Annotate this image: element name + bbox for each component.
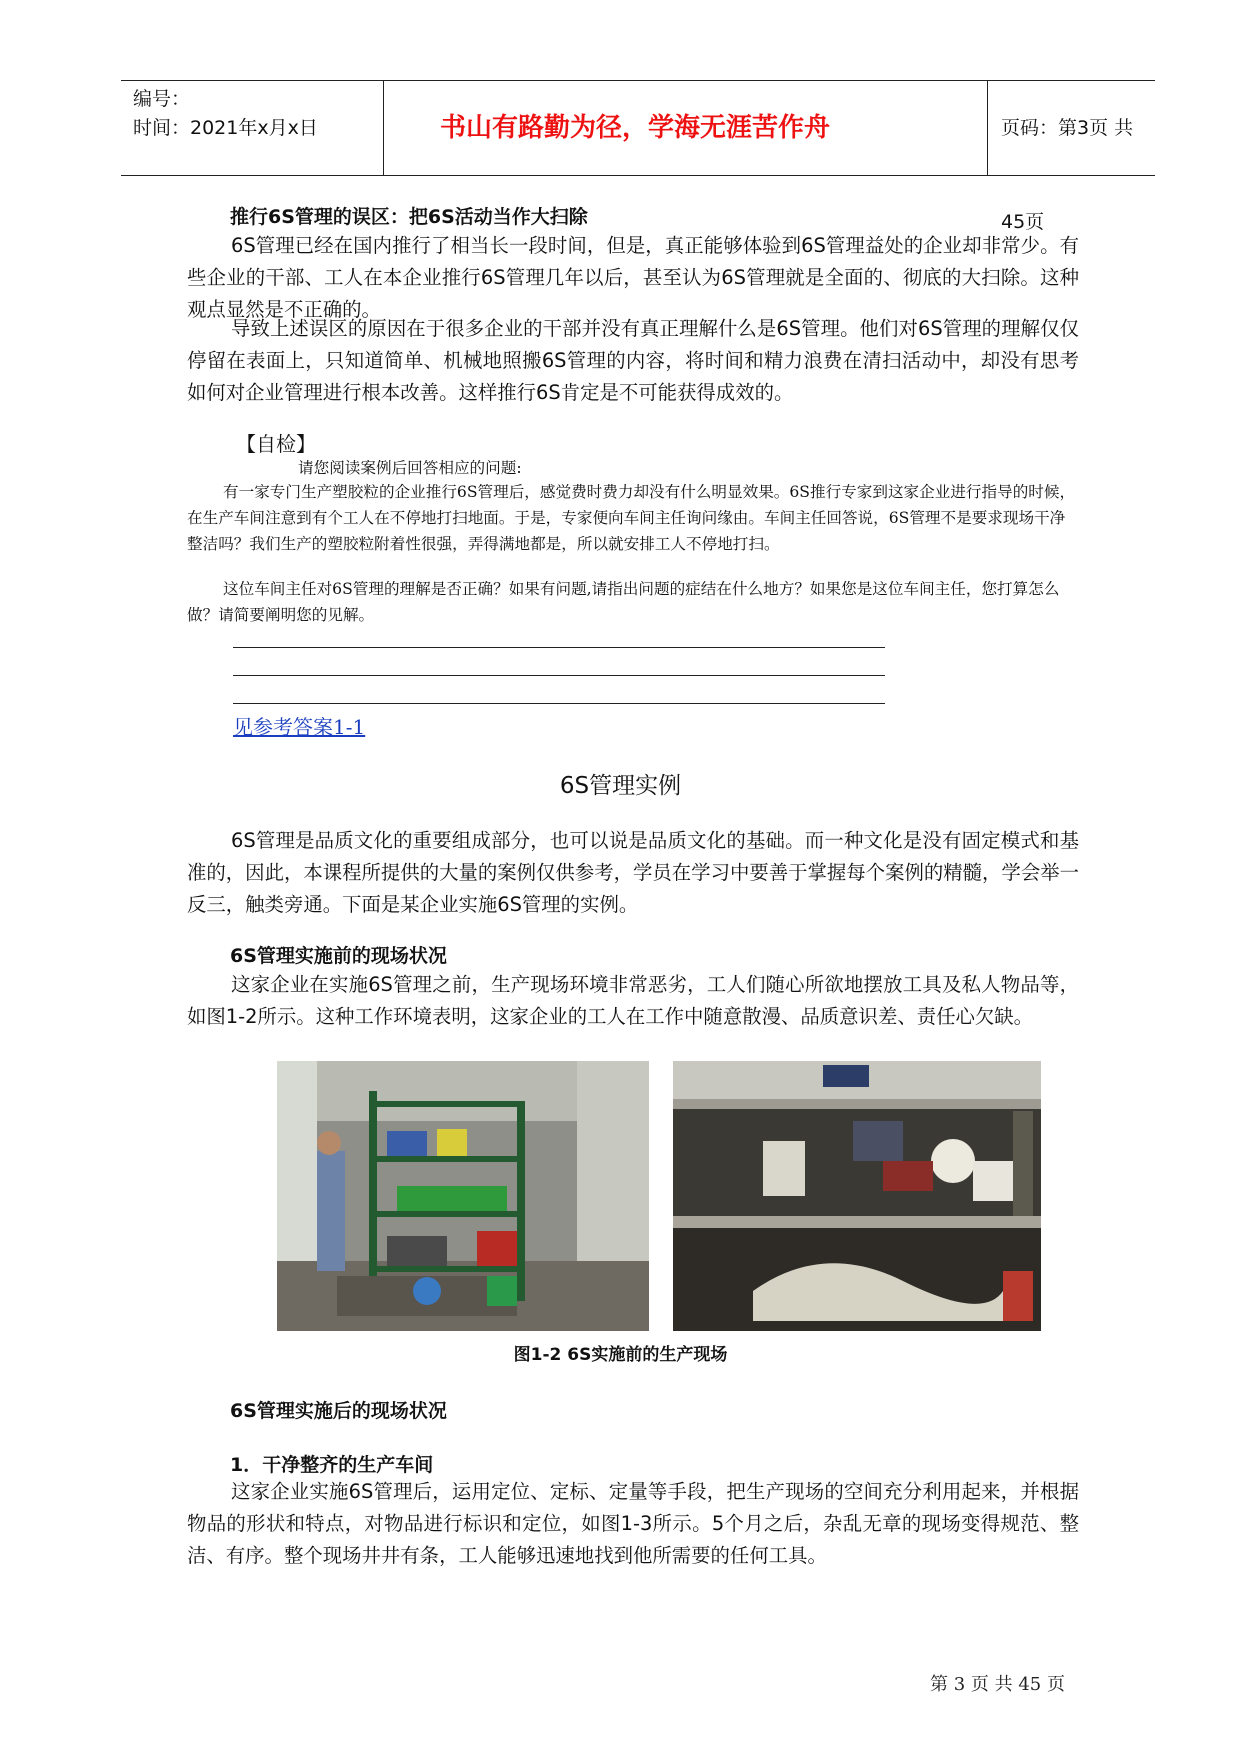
case-text: 有一家专门生产塑胶粒的企业推行6S管理后，感觉费时费力却没有什么明显效果。6S推行专家到这家企业进行指导的时候，在生产车间注意到有个工人在不停地打扫地面。于是，专家便向车间主任询问缘由。车间主任回答说，6S管理不是要求现场干净整洁吗？我们生产的塑胶粒附着性很强，弄得满地都是，所以就安排工人不停地打扫。 [187, 483, 1076, 553]
section-heading: 6S管理实施前的现场状况 [230, 945, 447, 967]
header-motto: 书山有路勤为径，学海无涯苦作舟 [439, 113, 830, 143]
workshop-photo-shelves [277, 1061, 649, 1331]
header-meta [133, 85, 393, 143]
paragraph: 导致上述误区的原因在于很多企业的干部并没有真正理解什么是6S管理。他们对6S管理的理解仅仅停留在表面上，只知道简单、机械地照搬6S管理的内容，将时间和精力浪费在清扫活动中，却没有思考如何对企业管理进行根本改善。这样推行6S肯定是不可能获得成效的。 [187, 317, 1079, 404]
selfcheck-title: 【自检】 [236, 432, 316, 456]
figure-caption: 图1-2 6S实施前的生产现场 [513, 1345, 728, 1365]
number-label: 编号： [133, 88, 191, 110]
page-footer: 第 3 页 共 45 页 [930, 1674, 1065, 1695]
subsection-heading: 1．干净整齐的生产车间 [230, 1454, 434, 1476]
paragraph: 6S管理是品质文化的重要组成部分，也可以说是品质文化的基础。而一种文化是没有固定模式和基准的，因此，本课程所提供的大量的案例仅供参考，学员在学习中要善于掌握每个案例的精髓，学会举一反三，触类旁通。下面是某企业实施6S管理的实例。 [187, 829, 1079, 916]
paragraph: 6S管理已经在国内推行了相当长一段时间，但是，真正能够体验到6S管理益处的企业却非常少。有些企业的干部、工人在本企业推行6S管理几年以后，甚至认为6S管理就是全面的、彻底的大扫除。这种观点显然是不正确的。 [187, 234, 1079, 321]
paragraph: 这家企业实施6S管理后，运用定位、定标、定量等手段，把生产现场的空间充分利用起来，并根据物品的形状和特点，对物品进行标识和定位，如图1-3所示。5个月之后，杂乱无章的现场变得规范、整洁、有序。整个现场井井有条，工人能够迅速地找到他所需要的任何工具。 [187, 1480, 1079, 1567]
case-question: 这位车间主任对6S管理的理解是否正确？如果有问题,请指出问题的症结在什么地方？如果您是这位车间主任，您打算怎么做？请简要阐明您的见解。 [187, 580, 1060, 624]
answer-reference-link[interactable]: 见参考答案1-1 [233, 715, 366, 739]
selfcheck-intro: 请您阅读案例后回答相应的问题: [298, 459, 522, 477]
time-label: 时间：2021年x月x日 [133, 117, 318, 139]
section-title: 6S管理实例 [559, 773, 682, 799]
page-indicator: 页码：第3页 共45页 [1001, 117, 1134, 233]
workshop-photo-cabinet [673, 1061, 1041, 1331]
section-heading: 6S管理实施后的现场状况 [230, 1400, 447, 1422]
answer-line[interactable] [233, 675, 885, 676]
section-heading: 推行6S管理的误区：把6S活动当作大扫除 [230, 206, 588, 228]
answer-line[interactable] [233, 703, 885, 704]
paragraph: 这家企业在实施6S管理之前，生产现场环境非常恶劣，工人们随心所欲地摆放工具及私人物品等，如图1-2所示。这种工作环境表明，这家企业的工人在工作中随意散漫、品质意识差、责任心欠缺。 [187, 973, 1079, 1028]
answer-line[interactable] [233, 647, 885, 648]
